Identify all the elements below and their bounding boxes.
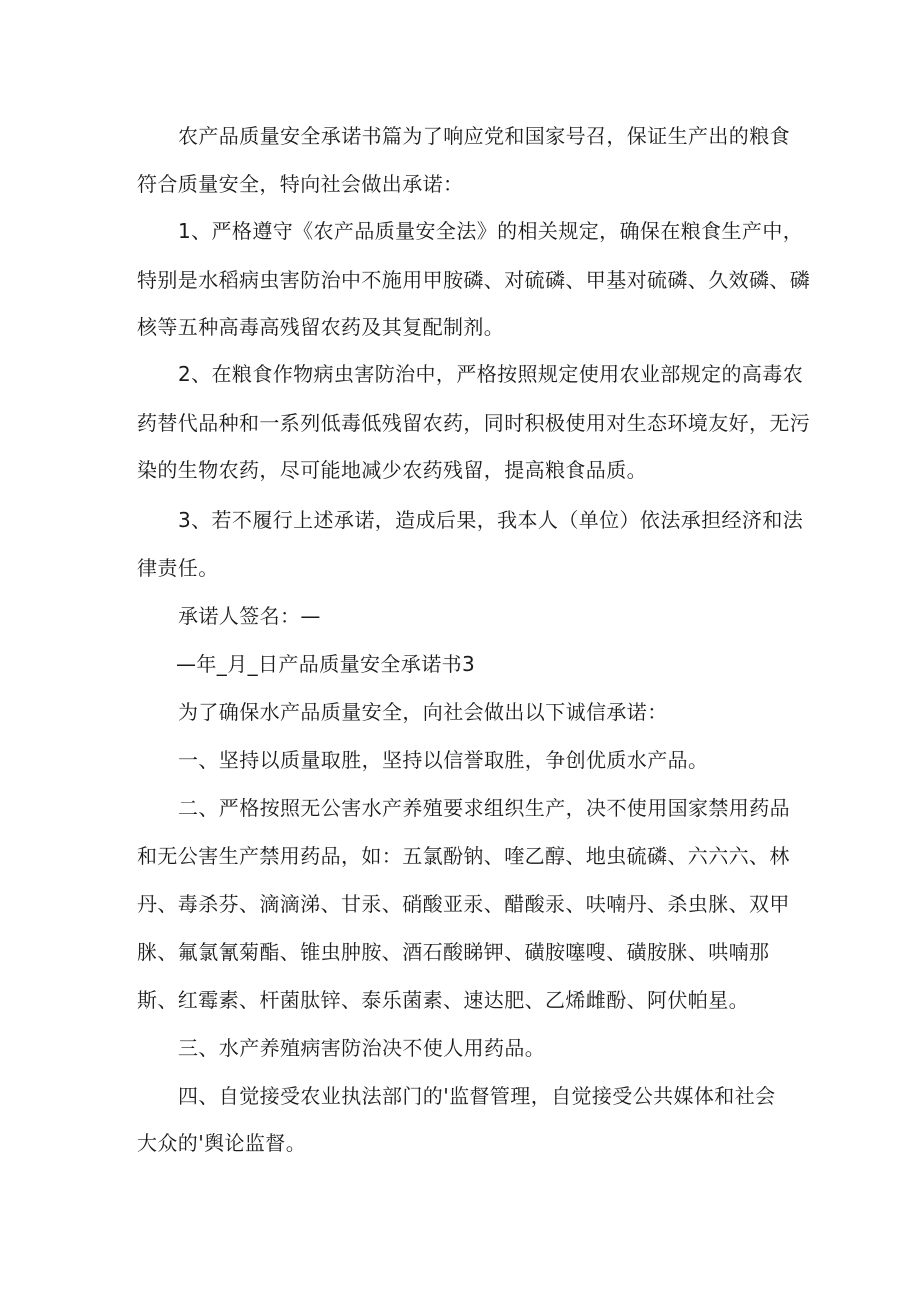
commitment-2-line-1: 2、在粮食作物病虫害防治中，严格按照规定使用农业部规定的高毒农: [178, 362, 804, 386]
aquatic-item-2-line-5: 斯、红霉素、杆菌肽锌、泰乐菌素、速达肥、乙烯雌酚、阿伏帕星。: [137, 988, 749, 1012]
commitment-2-line-3: 染的生物农药，尽可能地减少农药残留，提高粮食品质。: [137, 458, 647, 482]
aquatic-item-4-line-2: 大众的'舆论监督。: [137, 1131, 307, 1155]
aquatic-intro-line: 为了确保水产品质量安全，向社会做出以下诚信承诺：: [178, 700, 668, 724]
commitment-3-line-2: 律责任。: [137, 556, 219, 580]
commitment-3-line-1: 3、若不履行上述承诺，造成后果，我本人（单位）依法承担经济和法: [178, 508, 804, 532]
commitment-1-line-2: 特别是水稻病虫害防治中不施用甲胺磷、对硫磷、甲基对硫磷、久效磷、磷: [137, 268, 811, 292]
commitment-2-line-2: 药替代品种和一系列低毒低残留农药，同时积极使用对生态环境友好，无污: [137, 411, 811, 435]
date-heading-line: —年_月_日产品质量安全承诺书3: [176, 652, 476, 676]
aquatic-item-4-line-1: 四、自觉接受农业执法部门的'监督管理，自觉接受公共媒体和社会: [178, 1084, 776, 1108]
intro-line-1: 农产品质量安全承诺书篇为了响应党和国家号召，保证生产出的粮食: [178, 124, 790, 148]
aquatic-item-2-line-2: 和无公害生产禁用药品，如：五氯酚钠、喹乙醇、地虫硫磷、六六六、林: [137, 844, 790, 868]
commitment-1-line-1: 1、严格遵守《农产品质量安全法》的相关规定，确保在粮食生产中，: [178, 219, 804, 243]
aquatic-item-3-line: 三、水产养殖病害防治决不使人用药品。: [178, 1036, 546, 1060]
aquatic-item-1-line: 一、坚持以质量取胜，坚持以信誉取胜，争创优质水产品。: [178, 748, 709, 772]
commitment-1-line-3: 核等五种高毒高残留农药及其复配制剂。: [137, 315, 505, 339]
intro-line-2: 符合质量安全，特向社会做出承诺：: [137, 172, 464, 196]
aquatic-item-2-line-1: 二、严格按照无公害水产养殖要求组织生产，决不使用国家禁用药品: [178, 796, 790, 820]
aquatic-item-2-line-3: 丹、毒杀芬、滴滴涕、甘汞、硝酸亚汞、醋酸汞、呋喃丹、杀虫脒、双甲: [137, 892, 790, 916]
aquatic-item-2-line-4: 脒、氟氯氰菊酯、锥虫肿胺、酒石酸睇钾、磺胺噻嗖、磺胺脒、哄喃那: [137, 940, 770, 964]
signature-line: 承诺人签名：—: [178, 604, 321, 628]
